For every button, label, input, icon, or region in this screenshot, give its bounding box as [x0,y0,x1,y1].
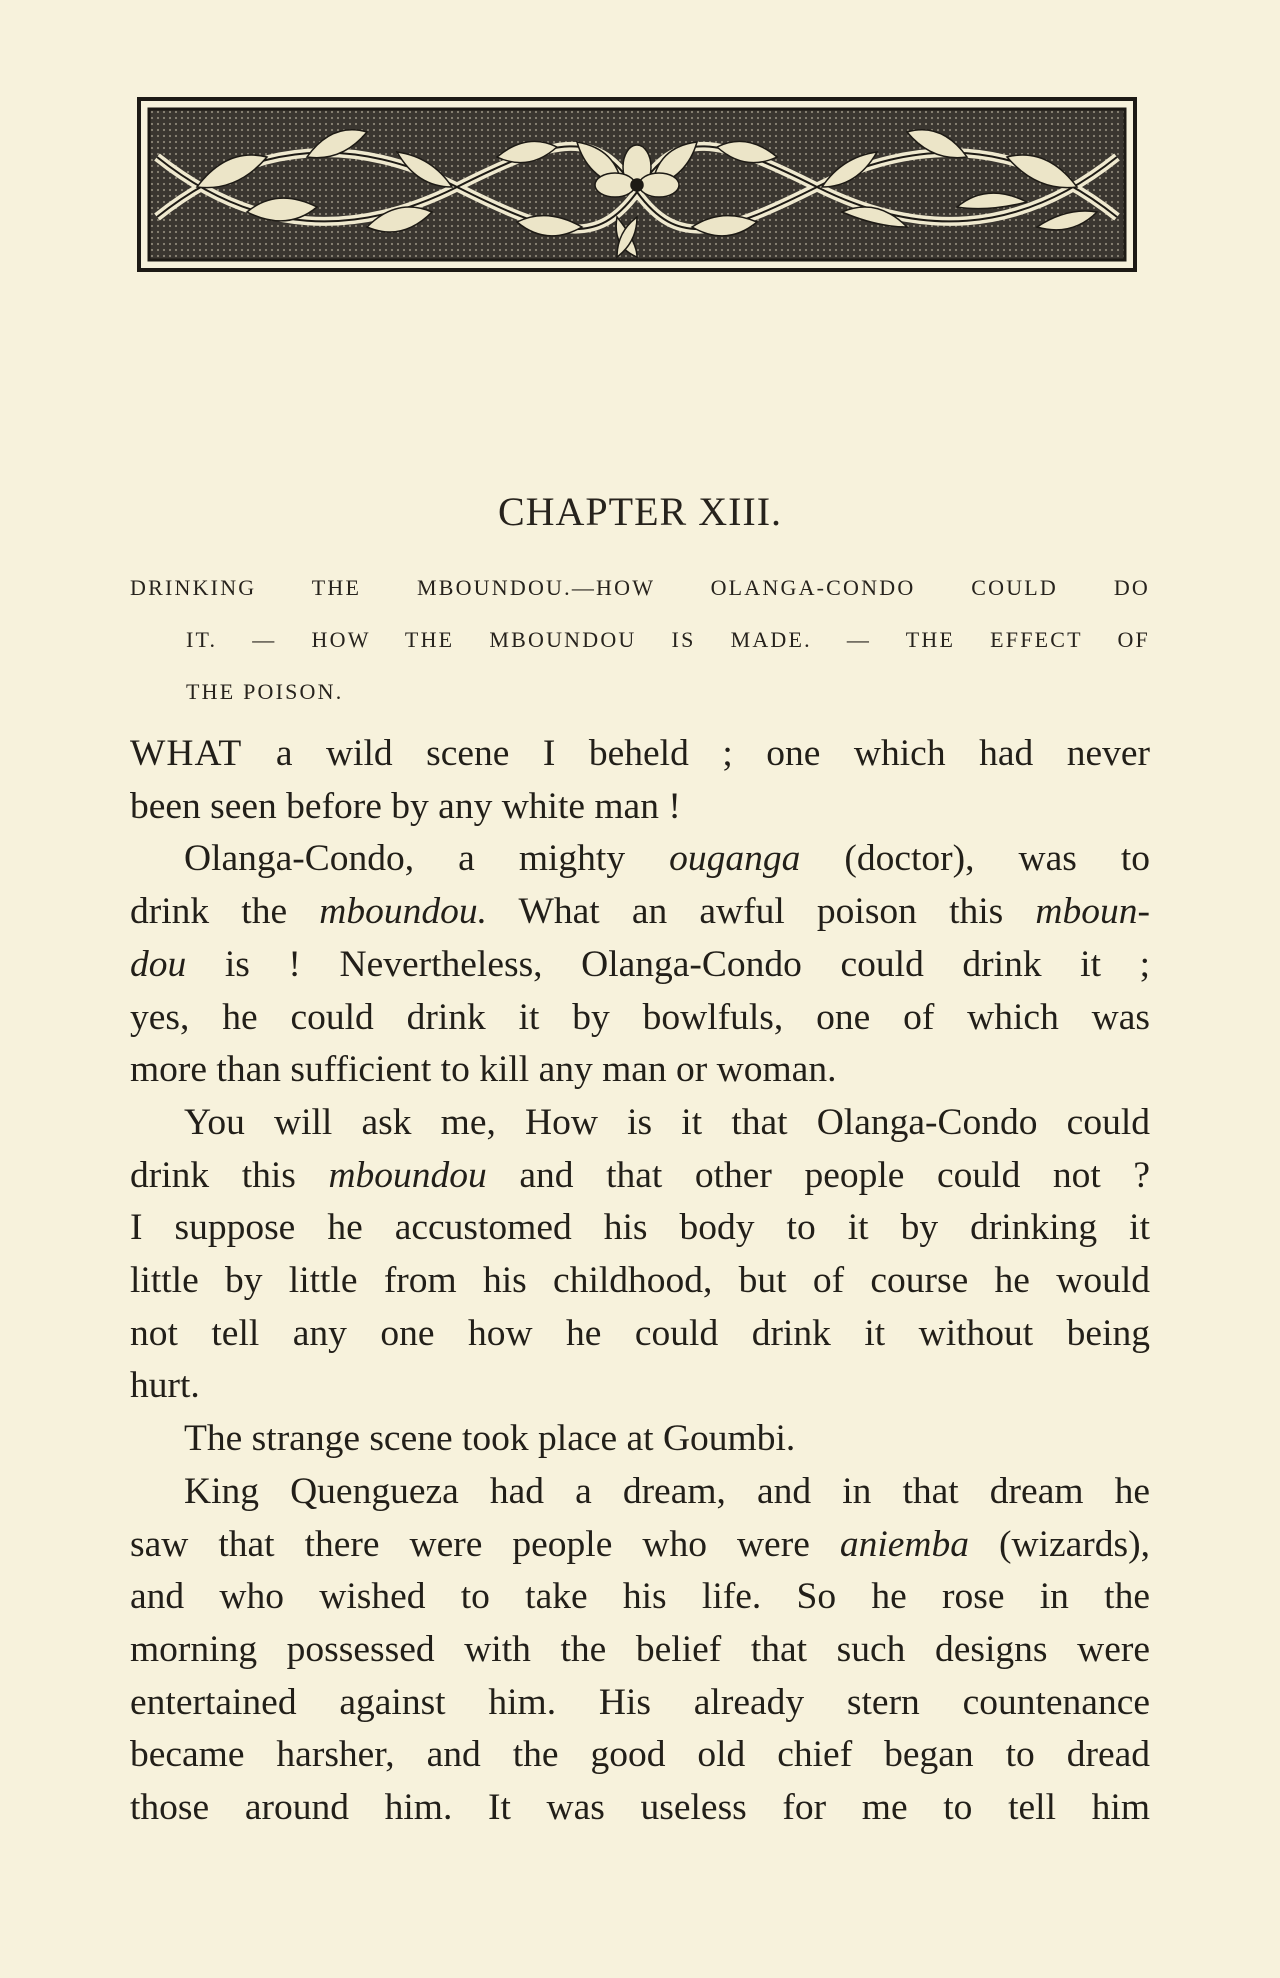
text-segment: became harsher, and the good old chief began to dread [130,1734,1150,1776]
text-segment: drink this [130,1154,329,1196]
ornament-vine-icon [137,97,1137,272]
body-text [130,728,1150,1835]
text-line [130,1097,1150,1150]
text-line [130,1519,1150,1572]
text-line [130,833,1150,886]
text-line [130,1571,1150,1624]
summary-line: DRINKING THE MBOUNDOU.—HOW OLANGA-CONDO COULD DO [130,575,1150,600]
text-line [130,781,1150,834]
italic-term: ouganga [669,838,801,880]
text-line [130,1360,1150,1413]
italic-term: mboundou [328,1154,487,1196]
text-line [130,1150,1150,1203]
text-segment: (doctor), was to [800,838,1150,880]
text-segment: I suppose he accustomed his body to it by drinking it [130,1207,1150,1249]
chapter-title: CHAPTER XIII. [497,489,783,534]
text-line [130,886,1150,939]
text-segment: more than sufficient to kill any man or woman. [130,1049,837,1091]
text-line [130,1202,1150,1255]
text-segment: What an awful poison this [487,891,1036,933]
text-segment: saw that there were people who were [130,1523,840,1565]
text-line [130,1308,1150,1361]
text-segment: WHAT [130,733,243,774]
text-line [130,1782,1150,1835]
text-segment: and that other people could not ? [486,1154,1150,1196]
italic-term: mboundou. [319,891,487,933]
text-segment: (wizards), [969,1523,1150,1565]
text-line [130,1729,1150,1782]
text-line [130,992,1150,1045]
summary-line: THE POISON. [186,679,344,704]
italic-term: mboun- [1035,891,1150,933]
text-segment: those around him. It was useless for me to tell him [130,1787,1150,1829]
ornamental-headpiece [137,97,1137,272]
text-segment: been seen before by any white man ! [130,785,681,827]
text-segment: You will ask me, How is it that Olanga-Condo could [184,1101,1150,1143]
text-segment: drink the [130,891,320,933]
text-segment: The strange scene took place at Goumbi. [184,1418,796,1460]
text-line [130,1624,1150,1677]
text-segment: hurt. [130,1365,200,1407]
summary-line: IT. — HOW THE MBOUNDOU IS MADE. — THE EFFECT OF [186,627,1150,652]
text-segment: King Quengueza had a dream, and in that dream he [184,1470,1150,1512]
text-segment: entertained against him. His already stern countenance [130,1681,1150,1723]
text-segment: not tell any one how he could drink it without being [130,1312,1150,1354]
text-line [130,1466,1150,1519]
text-segment: yes, he could drink it by bowlfuls, one of which was [130,996,1150,1038]
text-line [130,1413,1150,1466]
text-segment: is ! Nevertheless, Olanga-Condo could drink it ; [186,943,1150,985]
italic-term: dou [130,943,187,985]
italic-term: aniemba [839,1523,970,1565]
text-line [130,939,1150,992]
text-line [130,1677,1150,1730]
text-line [130,728,1150,781]
chapter-summary [130,562,1150,718]
text-segment: a wild scene I beheld ; one which had never [242,733,1150,774]
text-segment: and who wished to take his life. So he rose in the [130,1576,1150,1618]
text-line [130,1255,1150,1308]
text-segment: morning possessed with the belief that such designs were [130,1628,1150,1670]
text-segment: little by little from his childhood, but of course he would [130,1260,1150,1302]
text-line [130,1044,1150,1097]
text-segment: Olanga-Condo, a mighty [184,838,670,880]
